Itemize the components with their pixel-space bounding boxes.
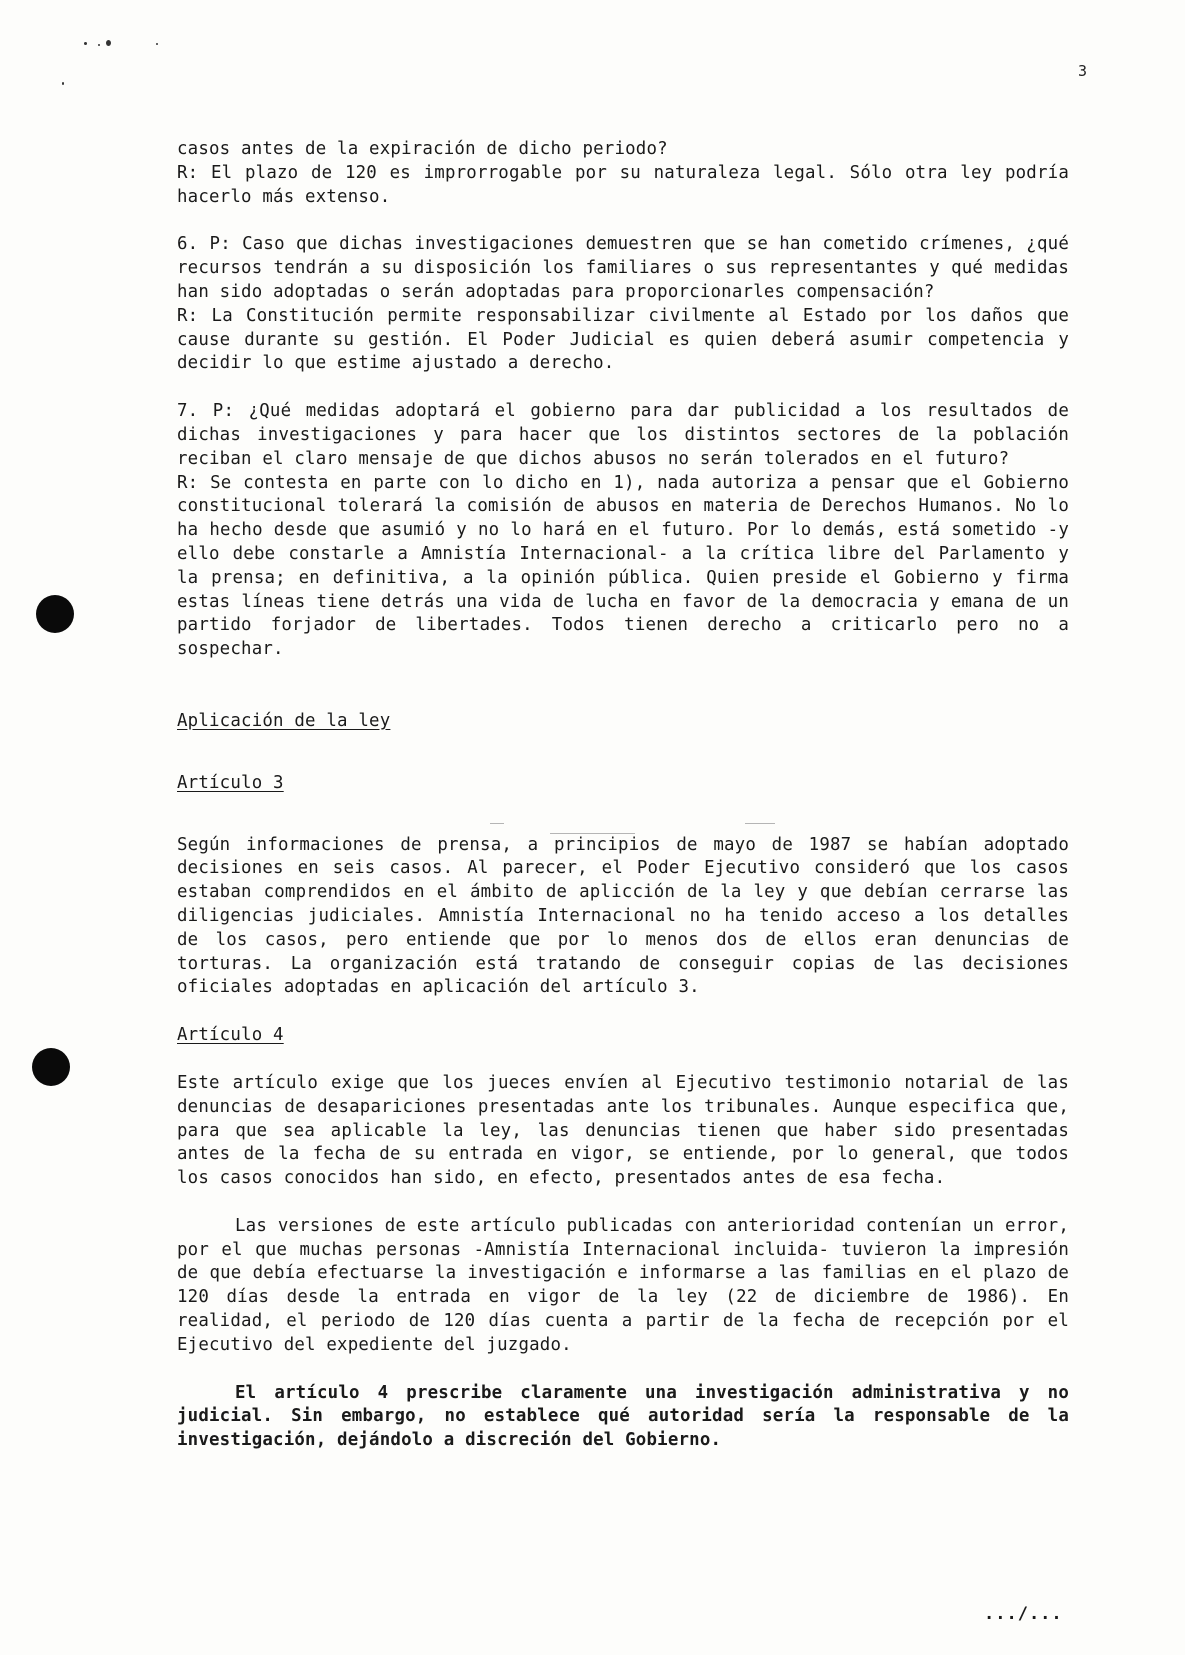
continuation-marker: .../... (984, 1604, 1063, 1624)
punch-hole (36, 595, 74, 633)
paragraph-answer-5: casos antes de la expiración de dicho periodo? R: El plazo de 120 es improrrogable por su naturaleza legal. Sólo otra ley podría hacerlo más extenso. (177, 139, 1069, 207)
paragraph-administrative-investigation: El artículo 4 prescribe claramente una investigación administrativa y no judicial. Sin embargo, no establece qué autoridad sería la responsable de la investigación, dejándolo a discreción del Gobierno. (177, 1382, 1069, 1451)
paragraph-question-7: 7. P: ¿Qué medidas adoptará el gobierno para dar publicidad a los resultados de dichas investigaciones y para hacer que los distintos sectores de la población reciban el claro mensaje de que dichos abusos no serán tolerados en el futuro? R: Se contesta en parte con lo dicho en 1), nada autoriza a pensar que el Gobierno constitucional tolerará la comisión de abusos en materia de Derechos Humanos. No lo ha hecho desde que asumió y no lo hará en el futuro. Por lo demás, está sometido -y ello debe constarle a Amnistía Internacional- a la crítica libre del Parlamento y la prensa; en definitiva, a la opinión pública. Quien preside el Gobierno y firma estas líneas tiene detrás una vida de lucha en favor de la democracia y emana de un partido forjador de libertades. Todos tienen derecho a criticarlo pero no a sospechar. (177, 401, 1069, 660)
paragraph-question-6: 6. P: Caso que dichas investigaciones demuestren que se han cometido crímenes, ¿qué recursos tendrán a su disposición los familiares o sus representantes y qué medidas han sido adoptadas o serán adoptadas para proporcionarles compensación? R: La Constitución permite responsabilizar civilmente al Estado por los daños que cause durante su gestión. El Poder Judicial es quien deberá asumir competencia y decidir lo que estime ajustado a derecho. (177, 234, 1069, 374)
section-heading-articulo-4: Artículo 4 (177, 1025, 284, 1046)
paragraph-version-error: Las versiones de este artículo publicadas con anterioridad contenían un error, por el que muchas personas -Amnistía Internacional incluida- tuvieron la impresión de que debía efectuarse la investigación e informarse a las familias en el plazo de 120 días desde la entrada en vigor de la ley (22 de diciembre de 1986). En realidad, el periodo de 120 días cuenta a partir de la fecha de recepción por el Ejecutivo del expediente del juzgado. (177, 1215, 1069, 1355)
paragraph-articulo-4: Este artículo exige que los jueces envíen al Ejecutivo testimonio notarial de las denuncias de desapariciones presentadas ante los tribunales. Aunque especifica que, para que sea aplicable la ley, las denuncias tienen que haber sido presentadas antes de la fecha de su entrada en vigor, se entiende, por lo general, que todos los casos conocidos han sido, en efecto, presentados antes de esa fecha. (177, 1072, 1069, 1189)
punch-hole (32, 1048, 70, 1086)
section-heading-articulo-3: Artículo 3 (177, 772, 284, 793)
section-heading-aplicacion: Aplicación de la ley (177, 710, 391, 731)
scan-specks (60, 38, 180, 98)
page-number: 3 (1078, 62, 1088, 80)
paragraph-articulo-3: Según informaciones de prensa, a principios de mayo de 1987 se habían adoptado decisiones en seis casos. Al parecer, el Poder Ejecutivo consideró que los casos estaban comprendidos en el ámbito de aplicción de la ley y que debían cerrarse las diligencias judiciales. Amnistía Internacional no ha tenido acceso a los detalles de los casos, pero entiende que por lo menos dos de ellos eran denuncias de torturas. La organización está tratando de conseguir copias de las decisiones oficiales adoptadas en aplicación del artículo 3. (177, 834, 1069, 998)
document-body (177, 138, 1069, 1453)
